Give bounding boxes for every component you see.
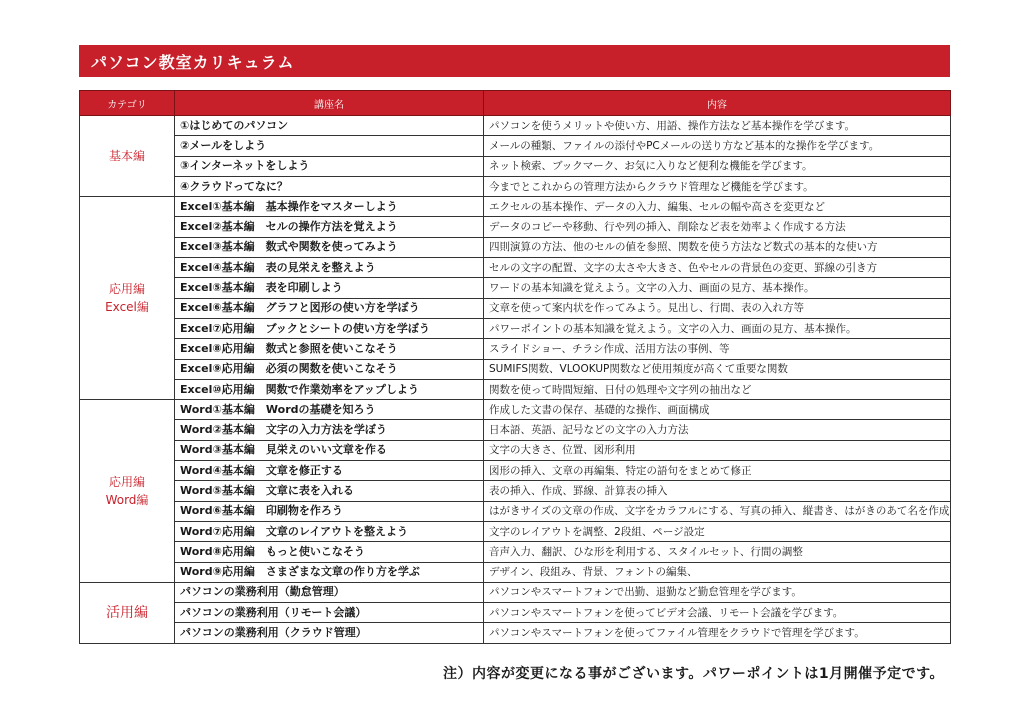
course-name: Excel①基本編 基本操作をマスターしよう: [175, 197, 484, 217]
category-cell: [80, 116, 175, 197]
category-label: Excel編: [105, 300, 149, 315]
course-content: ワードの基本知識を覚えよう。文字の入力、画面の見方、基本操作。: [484, 278, 951, 298]
table-row: [80, 481, 951, 501]
header-category: カテゴリ: [80, 91, 175, 116]
course-name: Excel⑨応用編 必須の関数を使いこなそう: [175, 359, 484, 379]
course-name: ①はじめてのパソコン: [175, 116, 484, 136]
table-row: [80, 339, 951, 359]
curriculum-body: [80, 116, 951, 644]
table-row: [80, 258, 951, 278]
course-content: パソコンやスマートフォンを使ってビデオ会議、リモート会議を学びます。: [484, 603, 951, 623]
table-row: [80, 136, 951, 156]
course-content: パワーポイントの基本知識を覚えよう。文字の入力、画面の見方、基本操作。: [484, 318, 951, 338]
table-row: [80, 542, 951, 562]
header-row: [80, 91, 951, 116]
course-name: ②メールをしよう: [175, 136, 484, 156]
page-title: パソコン教室カリキュラム: [79, 45, 950, 77]
course-content: SUMIFS関数、VLOOKUP関数など使用頻度が高くて重要な関数: [484, 359, 951, 379]
course-name: Word⑤基本編 文章に表を入れる: [175, 481, 484, 501]
category-label: 応用編: [108, 282, 145, 297]
course-content: 表の挿入、作成、罫線、計算表の挿入: [484, 481, 951, 501]
course-name: Word②基本編 文字の入力方法を学ぼう: [175, 420, 484, 440]
course-name: Excel②基本編 セルの操作方法を覚えよう: [175, 217, 484, 237]
category-cell: [80, 582, 175, 643]
course-name: Excel⑩応用編 関数で作業効率をアップしよう: [175, 379, 484, 399]
course-name: Word⑦応用編 文章のレイアウトを整えよう: [175, 521, 484, 541]
table-row: [80, 400, 951, 420]
course-content: はがきサイズの文章の作成、文字をカラフルにする、写真の挿入、縦書き、はがきのあて名を作成: [484, 501, 951, 521]
course-content: 文字の大きさ、位置、図形利用: [484, 440, 951, 460]
course-name: パソコンの業務利用（リモート会議）: [175, 603, 484, 623]
table-row: [80, 521, 951, 541]
header-course: 講座名: [175, 91, 484, 116]
table-row: [80, 197, 951, 217]
course-content: 四則演算の方法、他のセルの値を参照、関数を使う方法など数式の基本的な使い方: [484, 237, 951, 257]
course-content: パソコンやスマートフォンで出勤、退勤など勤怠管理を学びます。: [484, 582, 951, 602]
table-row: [80, 278, 951, 298]
course-content: パソコンを使うメリットや使い方、用語、操作方法など基本操作を学びます。: [484, 116, 951, 136]
category-label: Word編: [105, 492, 149, 507]
course-name: Excel⑤基本編 表を印刷しよう: [175, 278, 484, 298]
table-row: [80, 176, 951, 196]
course-content: パソコンやスマートフォンを使ってファイル管理をクラウドで管理を学びます。: [484, 623, 951, 643]
course-content: デザイン、段組み、背景、フォントの編集、: [484, 562, 951, 582]
course-content: セルの文字の配置、文字の太さや大きさ、色やセルの背景色の変更、罫線の引き方: [484, 258, 951, 278]
course-name: ③インターネットをしよう: [175, 156, 484, 176]
course-content: 文字のレイアウトを調整、2段組、ページ設定: [484, 521, 951, 541]
course-name: パソコンの業務利用（クラウド管理）: [175, 623, 484, 643]
table-row: [80, 359, 951, 379]
category-label: 応用編: [108, 474, 145, 489]
table-row: [80, 420, 951, 440]
table-row: [80, 237, 951, 257]
course-content: 音声入力、翻訳、ひな形を利用する、スタイルセット、行間の調整: [484, 542, 951, 562]
course-content: メールの種類、ファイルの添付やPCメールの送り方など基本的な操作を学びます。: [484, 136, 951, 156]
curriculum-table: [79, 90, 951, 644]
header-content: 内容: [484, 91, 951, 116]
course-name: Word④基本編 文章を修正する: [175, 461, 484, 481]
course-content: スライドショー、チラシ作成、活用方法の事例、等: [484, 339, 951, 359]
course-name: Word③基本編 見栄えのいい文章を作る: [175, 440, 484, 460]
table-row: [80, 318, 951, 338]
category-cell: [80, 400, 175, 583]
table-row: [80, 562, 951, 582]
course-content: 図形の挿入、文章の再編集、特定の語句をまとめて修正: [484, 461, 951, 481]
course-name: パソコンの業務利用（勤怠管理）: [175, 582, 484, 602]
course-name: ④クラウドってなに？: [175, 176, 484, 196]
table-row: [80, 603, 951, 623]
table-row: [80, 623, 951, 643]
table-row: [80, 582, 951, 602]
table-row: [80, 298, 951, 318]
course-name: Excel⑦応用編 ブックとシートの使い方を学ぼう: [175, 318, 484, 338]
table-row: [80, 379, 951, 399]
table-row: [80, 116, 951, 136]
course-content: ネット検索、ブックマーク、お気に入りなど便利な機能を学びます。: [484, 156, 951, 176]
course-name: Excel③基本編 数式や関数を使ってみよう: [175, 237, 484, 257]
course-name: Word⑧応用編 もっと使いこなそう: [175, 542, 484, 562]
table-row: [80, 461, 951, 481]
course-name: Word①基本編 Wordの基礎を知ろう: [175, 400, 484, 420]
table-row: [80, 156, 951, 176]
course-content: 文章を使って案内状を作ってみよう。見出し、行間、表の入れ方等: [484, 298, 951, 318]
course-content: 作成した文書の保存、基礎的な操作、画面構成: [484, 400, 951, 420]
table-row: [80, 217, 951, 237]
course-name: Word⑨応用編 さまざまな文章の作り方を学ぶ: [175, 562, 484, 582]
course-content: 今までとこれからの管理方法からクラウド管理など機能を学びます。: [484, 176, 951, 196]
course-content: データのコピーや移動、行や列の挿入、削除など表を効率よく作成する方法: [484, 217, 951, 237]
footer-note: 注）内容が変更になる事がございます。パワーポイントは1月開催予定です。: [443, 666, 944, 682]
course-name: Excel⑧応用編 数式と参照を使いこなそう: [175, 339, 484, 359]
category-label: 基本編: [108, 149, 145, 164]
table-row: [80, 440, 951, 460]
table-row: [80, 501, 951, 521]
category-cell: [80, 197, 175, 400]
course-name: Word⑥基本編 印刷物を作ろう: [175, 501, 484, 521]
course-name: Excel⑥基本編 グラフと図形の使い方を学ぼう: [175, 298, 484, 318]
category-label: 活用編: [106, 604, 148, 621]
course-name: Excel④基本編 表の見栄えを整えよう: [175, 258, 484, 278]
course-content: 関数を使って時間短縮、日付の処理や文字列の抽出など: [484, 379, 951, 399]
course-content: エクセルの基本操作、データの入力、編集、セルの幅や高さを変更など: [484, 197, 951, 217]
course-content: 日本語、英語、記号などの文字の入力方法: [484, 420, 951, 440]
